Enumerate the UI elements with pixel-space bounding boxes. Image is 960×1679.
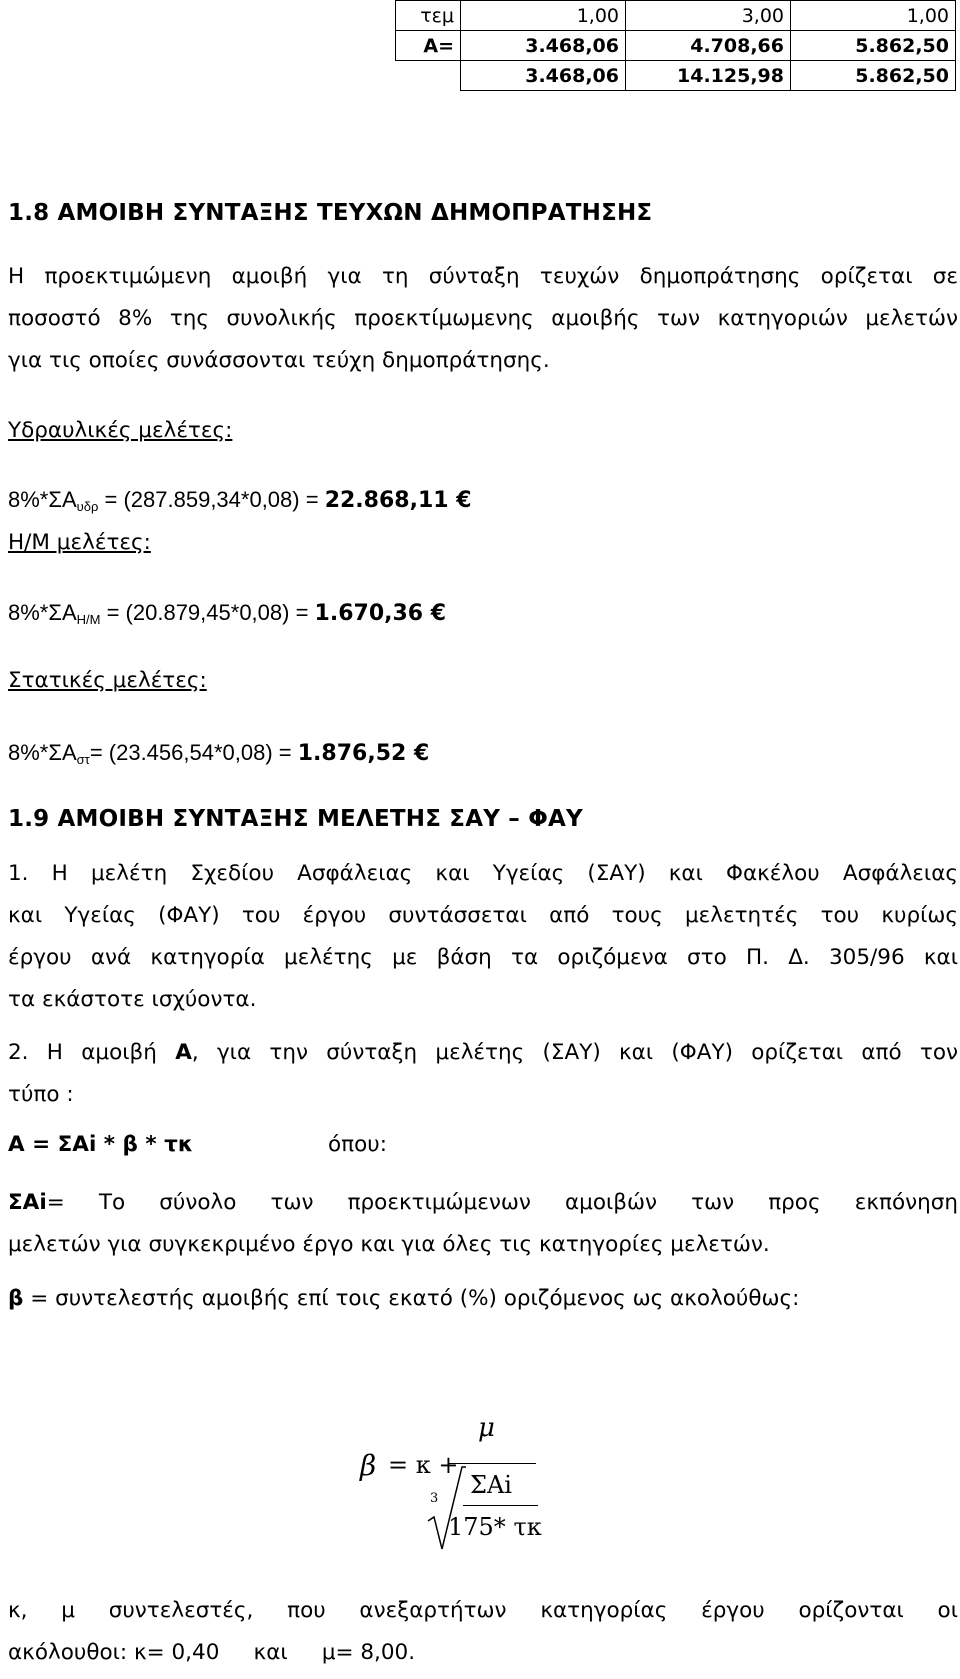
table-row	[396, 61, 956, 91]
eq-prefix: 8%*ΣΑ	[8, 740, 77, 765]
bold-symbol: Α	[175, 1040, 192, 1065]
text-span: 2. Η αμοιβή	[8, 1040, 176, 1065]
em-studies-label	[8, 522, 958, 564]
eq-prefix: 8%*ΣΑ	[8, 600, 77, 625]
paragraph-line: 1. Η μελέτη Σχεδίου Ασφάλειας και Υγείας (ΣΑΥ) και Φακέλου Ασφάλειας	[8, 861, 958, 886]
static-studies-label	[8, 660, 958, 702]
paragraph-line: τα εκάστοτε ισχύοντα.	[8, 987, 257, 1012]
static-studies-label-text: Στατικές μελέτες:	[8, 668, 207, 693]
eq-subscript: Η/Μ	[76, 612, 101, 627]
bold-symbol: β	[8, 1286, 24, 1311]
paragraph-line: και Υγείας (ΦΑΥ) του έργου συντάσσεται από τους μελετητές του κυρίως	[8, 903, 958, 928]
cell-value: 3.468,06	[461, 61, 626, 91]
table-row	[396, 1, 956, 31]
eq-prefix: 8%*ΣΑ	[8, 487, 77, 512]
fee-table	[395, 0, 956, 91]
section-heading-1-9: 1.9 ΑΜΟΙΒΗ ΣΥΝΤΑΞΗΣ ΜΕΛΕΤΗΣ ΣΑΥ – ΦΑΥ	[8, 806, 583, 832]
eq-expression: = (287.859,34*0,08) =	[98, 487, 325, 512]
eq-result: 22.868,11 €	[324, 488, 472, 513]
row-label	[396, 61, 461, 91]
text-span: , για την σύνταξη μελέτης (ΣΑΥ) και (ΦΑΥ) ορίζεται από τον	[191, 1040, 959, 1065]
hydraulic-studies-label	[8, 410, 958, 452]
beta-formula	[360, 1413, 600, 1555]
eq-result: 1.876,52 €	[297, 741, 430, 766]
em-studies-label-text: Η/Μ μελέτες:	[8, 530, 151, 555]
root-index: 3	[430, 1491, 439, 1506]
inner-fraction-bar	[463, 1505, 538, 1506]
paragraph-line: τύπο :	[8, 1082, 74, 1107]
paragraph-line: έργου ανά κατηγορία μελέτης με βάση τα οριζόμενα στο Π. Δ. 305/96 και	[8, 945, 958, 970]
cell-value: 5.862,50	[791, 31, 956, 61]
eq-subscript: υδρ	[76, 499, 99, 514]
formula-mu: μ	[478, 1413, 495, 1443]
cell-value: 3.468,06	[461, 31, 626, 61]
text-span: = συντελεστής αμοιβής επί τοις εκατό (%) οριζόμενος ως ακολούθως:	[23, 1286, 800, 1311]
where-label: όπου:	[328, 1132, 387, 1157]
hydraulic-studies-label-text: Υδραυλικές μελέτες:	[8, 418, 233, 443]
cell-value: 4.708,66	[626, 31, 791, 61]
bold-symbol: ΣΑi	[8, 1190, 47, 1215]
paragraph-line: Η προεκτιμώμενη αμοιβή για τη σύνταξη τευχών δημοπράτησης ορίζεται σε	[8, 264, 958, 289]
em-equation	[8, 600, 958, 627]
fee-formula-line	[8, 1124, 958, 1166]
formula-kappa-plus: = κ +	[388, 1451, 459, 1479]
cell-value: 3,00	[626, 1, 791, 31]
formula-beta: β	[360, 1449, 377, 1482]
text-span: = Το σύνολο των προεκτιμώμενων αμοιβών των προς εκπόνηση	[46, 1190, 958, 1215]
paragraph-line: μελετών για συγκεκριμένο έργο και για όλες τις κατηγορίες μελετών.	[8, 1232, 770, 1257]
paragraph-line	[8, 1278, 958, 1320]
hydraulic-equation	[8, 487, 958, 514]
radical-sign-icon	[426, 1465, 466, 1555]
eq-result: 1.670,36 €	[314, 601, 447, 626]
fee-formula: Α = ΣΑi * β * τκ	[8, 1132, 194, 1157]
paragraph-line: ακόλουθοι: κ= 0,40 και μ= 8,00.	[8, 1640, 416, 1665]
formula-denominator: 175* τκ	[448, 1513, 542, 1541]
fraction-bar	[448, 1463, 536, 1464]
cell-value: 1,00	[791, 1, 956, 31]
eq-expression: = (20.879,45*0,08) =	[100, 600, 315, 625]
eq-subscript: στ	[76, 752, 90, 767]
paragraph-line: κ, μ συντελεστές, που ανεξαρτήτων κατηγορίας έργου ορίζονται οι	[8, 1598, 958, 1623]
static-equation	[8, 740, 958, 767]
cell-value: 1,00	[461, 1, 626, 31]
table-row	[396, 31, 956, 61]
paragraph-line: για τις οποίες συνάσσονται τεύχη δημοπράτησης.	[8, 348, 550, 373]
cell-value: 14.125,98	[626, 61, 791, 91]
section-heading-1-8: 1.8 ΑΜΟΙΒΗ ΣΥΝΤΑΞΗΣ ΤΕΥΧΩΝ ΔΗΜΟΠΡΑΤΗΣΗΣ	[8, 200, 653, 226]
row-label: Α=	[396, 31, 461, 61]
paragraph-line	[8, 1182, 958, 1224]
paragraph-line: ποσοστό 8% της συνολικής προεκτίμωμενης αμοιβής των κατηγοριών μελετών	[8, 306, 958, 331]
cell-value: 5.862,50	[791, 61, 956, 91]
eq-expression: = (23.456,54*0,08) =	[89, 740, 298, 765]
formula-sai: ΣΑi	[470, 1471, 512, 1499]
paragraph-line	[8, 1032, 958, 1074]
row-label: τεμ	[396, 1, 461, 31]
